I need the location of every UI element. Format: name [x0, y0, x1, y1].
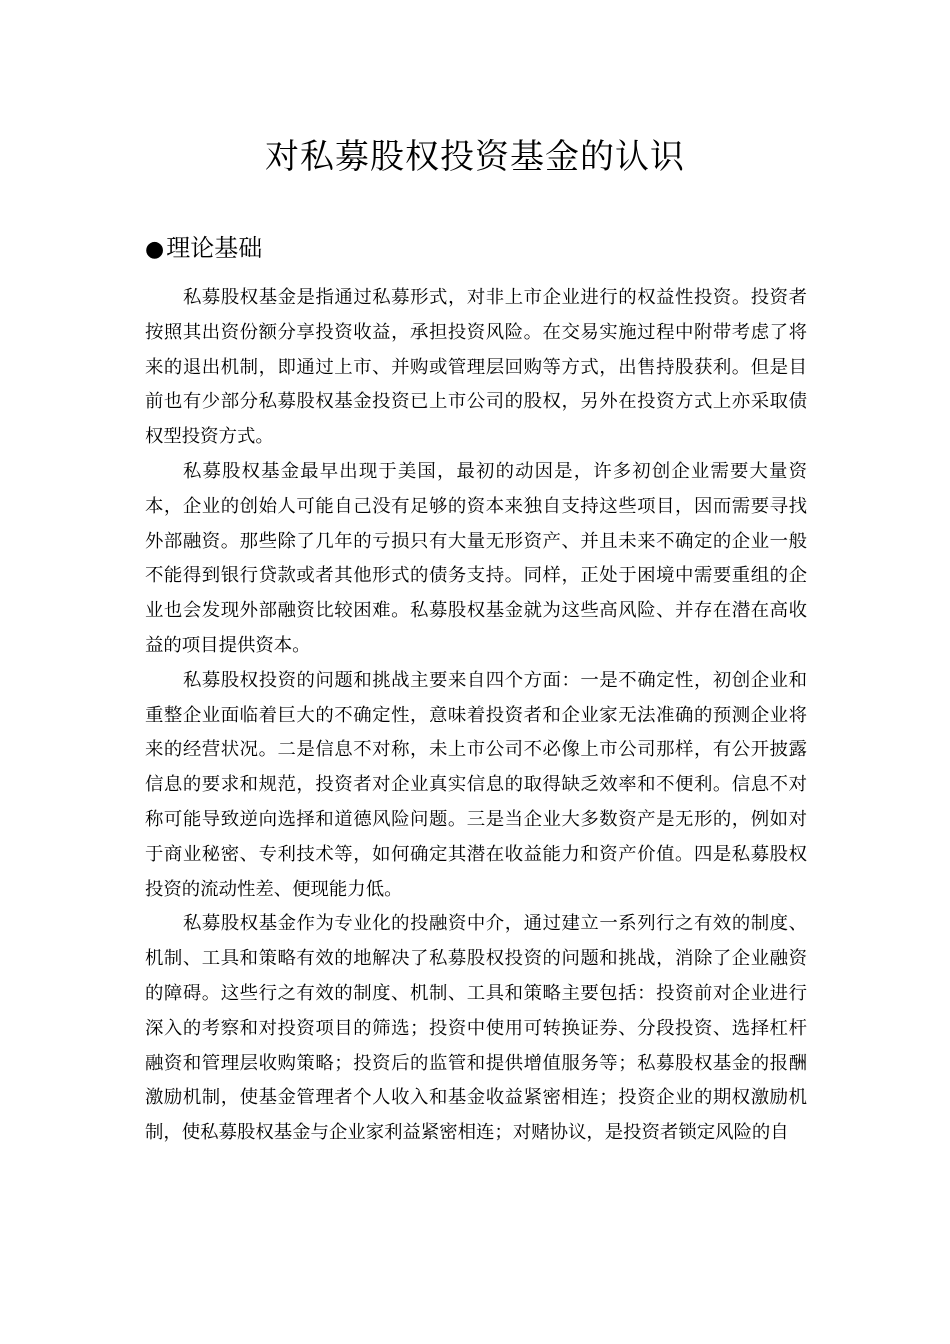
document-body — [145, 281, 807, 1151]
paragraph-4: 私募股权基金作为专业化的投融资中介，通过建立一系列行之有效的制度、机制、工具和策略有效的地解决了私募股权投资的问题和挑战，消除了企业融资的障碍。这些行之有效的制度、机制、工具和策略主要包括：投资前对企业进行深入的考察和对投资项目的筛选；投资中使用可转换证券、分段投资、选择杠杆融资和管理层收购策略；投资后的监管和提供增值服务等；私募股权基金的报酬激励机制，使基金管理者个人收入和基金收益紧密相连；投资企业的期权激励机制，使私募股权基金与企业家利益紧密相连；对赌协议，是投资者锁定风险的自 — [145, 913, 807, 1144]
bullet-icon: ● — [145, 237, 165, 262]
paragraph-2: 私募股权基金最早出现于美国，最初的动因是，许多初创企业需要大量资本，企业的创始人可能自己没有足够的资本来独自支持这些项目，因而需要寻找外部融资。那些除了几年的亏损只有大量无形资产、并且未来不确定的企业一般不能得到银行贷款或者其他形式的债务支持。同样，正处于困境中需要重组的企业也会发现外部融资比较困难。私募股权基金就为这些高风险、并存在潜在高收益的项目提供资本。 — [145, 460, 807, 656]
paragraph-1: 私募股权基金是指通过私募形式，对非上市企业进行的权益性投资。投资者按照其出资份额分享投资收益，承担投资风险。在交易实施过程中附带考虑了将来的退出机制，即通过上市、并购或管理层回购等方式，出售持股获利。但是目前也有少部分私募股权基金投资已上市公司的股权，另外在投资方式上亦采取债权型投资方式。 — [145, 287, 807, 448]
paragraph-3: 私募股权投资的问题和挑战主要来自四个方面：一是不确定性，初创企业和重整企业面临着巨大的不确定性，意味着投资者和企业家无法准确的预测企业将来的经营状况。二是信息不对称，未上市公司不必像上市公司那样，有公开披露信息的要求和规范，投资者对企业真实信息的取得缺乏效率和不便利。信息不对称可能导致逆向选择和道德风险问题。三是当企业大多数资产是无形的，例如对于商业秘密、专利技术等，如何确定其潜在收益能力和资产价值。四是私募股权投资的流动性差、便现能力低。 — [145, 669, 807, 900]
section-heading — [145, 228, 262, 270]
document-title: 对私募股权投资基金的认识 — [265, 137, 685, 177]
section-heading-text: 理论基础 — [166, 234, 263, 262]
